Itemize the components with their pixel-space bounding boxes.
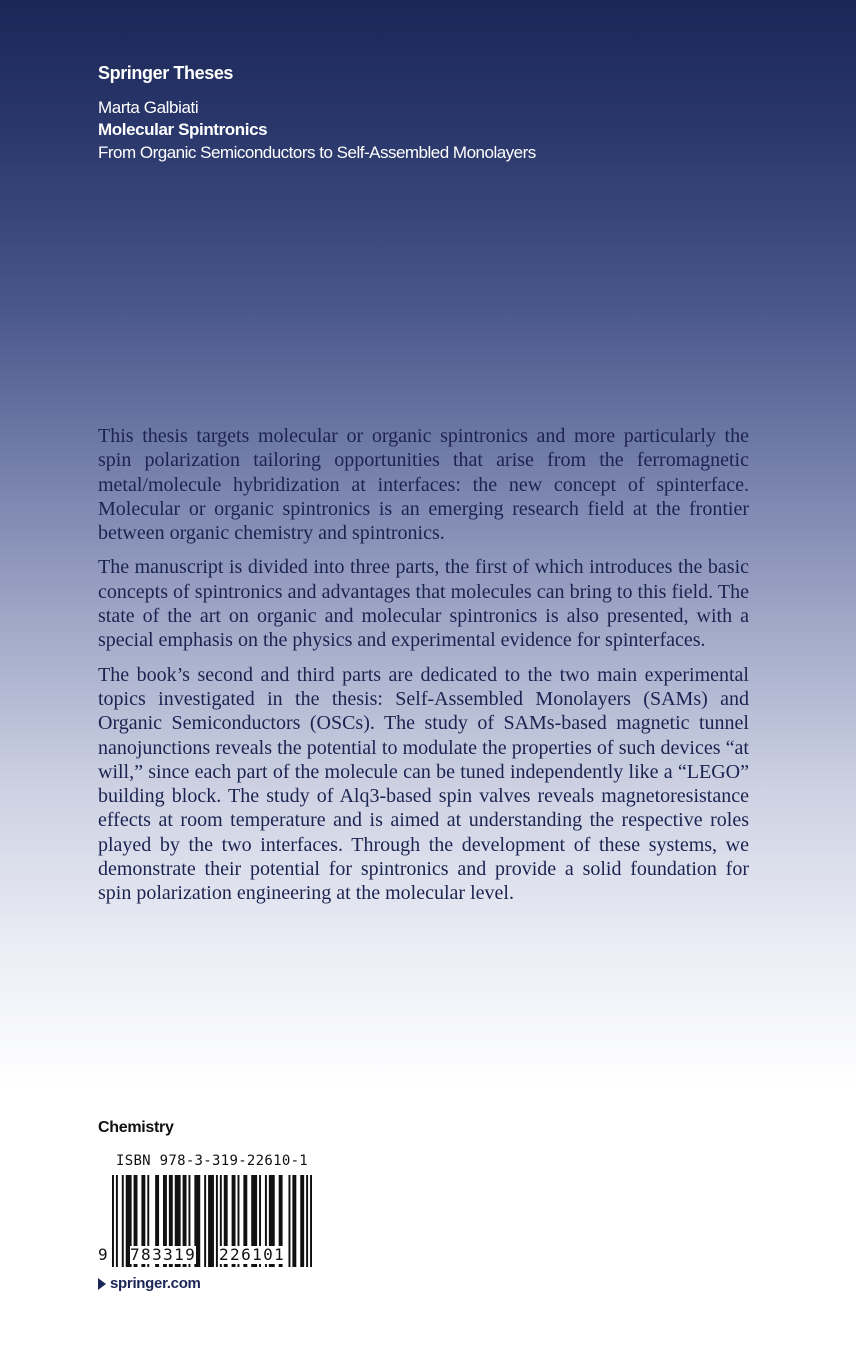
barcode-bar — [204, 1175, 206, 1267]
back-cover-blurb — [98, 424, 749, 916]
barcode-bar — [216, 1175, 218, 1267]
isbn-label: ISBN 978-3-319-22610-1 — [116, 1153, 309, 1169]
website-label: springer.com — [110, 1275, 201, 1292]
barcode-bar — [208, 1175, 214, 1267]
subject-category: Chemistry — [98, 1119, 174, 1136]
series-name: Springer Theses — [98, 63, 234, 83]
barcode-bar — [288, 1175, 290, 1267]
barcode-bar — [112, 1175, 114, 1267]
barcode-digit-group: 226101 — [219, 1245, 286, 1264]
barcode-bar — [300, 1175, 304, 1267]
barcode-lead-digit: 9 — [98, 1245, 108, 1264]
triangle-right-icon — [98, 1278, 106, 1290]
blurb-paragraph: The manuscript is divided into three parts, the first of which introduces the basic concepts of spintronics and advantages that molecules can bring to this field. The state of the art on organic and molecular spintronics is also presented, with a special emphasis on the physics and experimental evidence for spinterfaces. — [98, 556, 749, 652]
blurb-paragraph: This thesis targets molecular or organic spintronics and more particularly the spin polarization tailoring opportunities that arise from the ferromagnetic metal/molecule hybridization at interfaces: the new concept of spinterface. Molecular or organic spintronics is an emerging research field at the frontier between organic chemistry and spintronics. — [98, 425, 749, 545]
barcode-bar — [310, 1175, 312, 1267]
blurb-paragraph: The book’s second and third parts are dedicated to the two main experimental topics investigated in the thesis: Self-Assembled Monolayers (SAMs) and Organic Semiconductors (OSCs). The study of SAMs-based magnetic tunnel nanojunctions reveals the potential to modulate the properties of such devices “at will,” since each part of the molecule can be tuned independently like a “LEGO” building block. The study of Alq3-based spin valves reveals magnetoresistance effects at room temperature and is aimed at understanding the respective roles played by the two interfaces. Through the development of these systems, we demonstrate their potential for spintronics and provide a solid foundation for spin polarization engineering at the molecular level. — [98, 663, 749, 905]
barcode-bar — [116, 1175, 118, 1267]
barcode-bar — [292, 1175, 296, 1267]
website-link[interactable] — [98, 1275, 201, 1292]
barcode-bar — [306, 1175, 308, 1267]
author-name: Marta Galbiati — [98, 98, 199, 117]
book-title: Molecular Spintronics — [98, 120, 268, 139]
book-subtitle: From Organic Semiconductors to Self-Assembled Monolayers — [98, 143, 536, 162]
barcode-bar — [122, 1175, 124, 1267]
barcode-digit-group: 783319 — [130, 1245, 197, 1264]
cover-header — [98, 62, 536, 164]
